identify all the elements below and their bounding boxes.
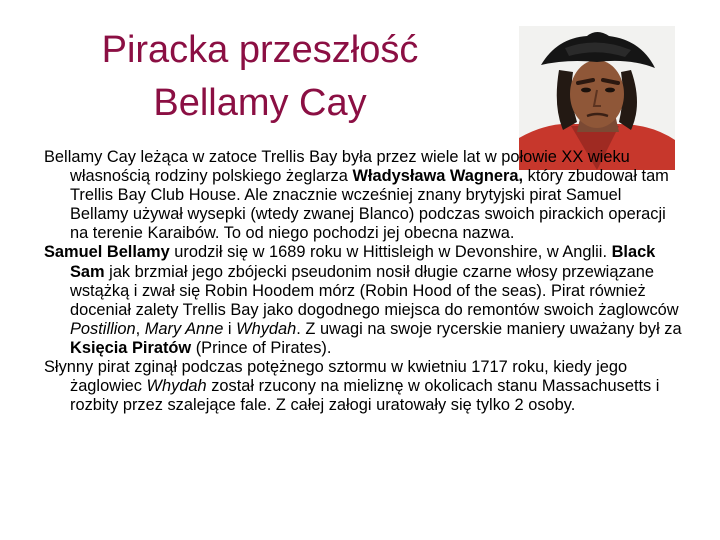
paragraph-2-part-4: (Prince of Pirates). [191, 338, 332, 357]
paragraph-2-comma: , [135, 319, 145, 338]
paragraph-3 [44, 358, 684, 415]
paragraph-3-ship-name: Whydah [146, 377, 207, 396]
paragraph-1-part-2: który zbudował tam Trellis Bay Club House. Ale znacznie wcześniej znany brytyjski pirat Samuel Bellamy używał wysepki (wtedy zwanej Blanco) podczas swoich pirackich operacji na terenie Karaibów. To od niego pochodzi jej obecna nazwa. [70, 167, 669, 243]
paragraph-2-bold-title: Księcia Piratów [70, 338, 192, 357]
paragraph-3-part-1: Słynny pirat zginął podczas potężnego sztormu w kwietniu 1717 roku, kiedy jego żaglowiec [44, 358, 628, 396]
paragraph-2-bold-name: Samuel Bellamy [44, 243, 170, 262]
ship-name-postillion: Postillion [70, 319, 136, 338]
ship-name-mary-anne: Mary Anne [144, 319, 224, 338]
paragraph-3-part-2: został rzucony na mieliznę w okolicach stanu Massachusetts i rozbity przez szalejące fale. Z całej załogi uratowały się tylko 2 osoby. [70, 377, 660, 415]
slide-title [20, 24, 500, 130]
slide-title-line-2: Bellamy Cay [153, 82, 367, 124]
slide-title-line-1: Piracka przeszłość [101, 29, 419, 71]
paragraph-2-part-3: . Z uwagi na swoje rycerskie maniery uważany był za [296, 319, 682, 338]
paragraph-1-part-1: Bellamy Cay leżąca w zatoce Trellis Bay była przez wiele lat w połowie XX wieku własnością rodziny polskiego żeglarza [44, 148, 630, 186]
paragraph-2-part-1: urodził się w 1689 roku w Hittisleigh w Devonshire, w Anglii. [169, 243, 612, 262]
ship-name-whydah: Whydah [236, 319, 297, 338]
paragraph-2-part-2: jak brzmiał jego zbójecki pseudonim nosił długie czarne włosy przewiązane wstążką i zwał się Robin Hoodem mórz (Robin Hood of the seas). Pirat również doceniał zalety Trellis Bay jako dogodnego miejsca do remontów swoich żaglowców [70, 262, 679, 319]
paragraph-1-bold-name: Władysława Wagnera, [352, 167, 524, 186]
paragraph-2-bold-nickname: Black Sam [70, 243, 656, 281]
slide-body-text [44, 148, 684, 415]
paragraph-2 [44, 243, 684, 358]
paragraph-1 [44, 148, 684, 243]
paragraph-2-conjunction: i [223, 319, 237, 338]
